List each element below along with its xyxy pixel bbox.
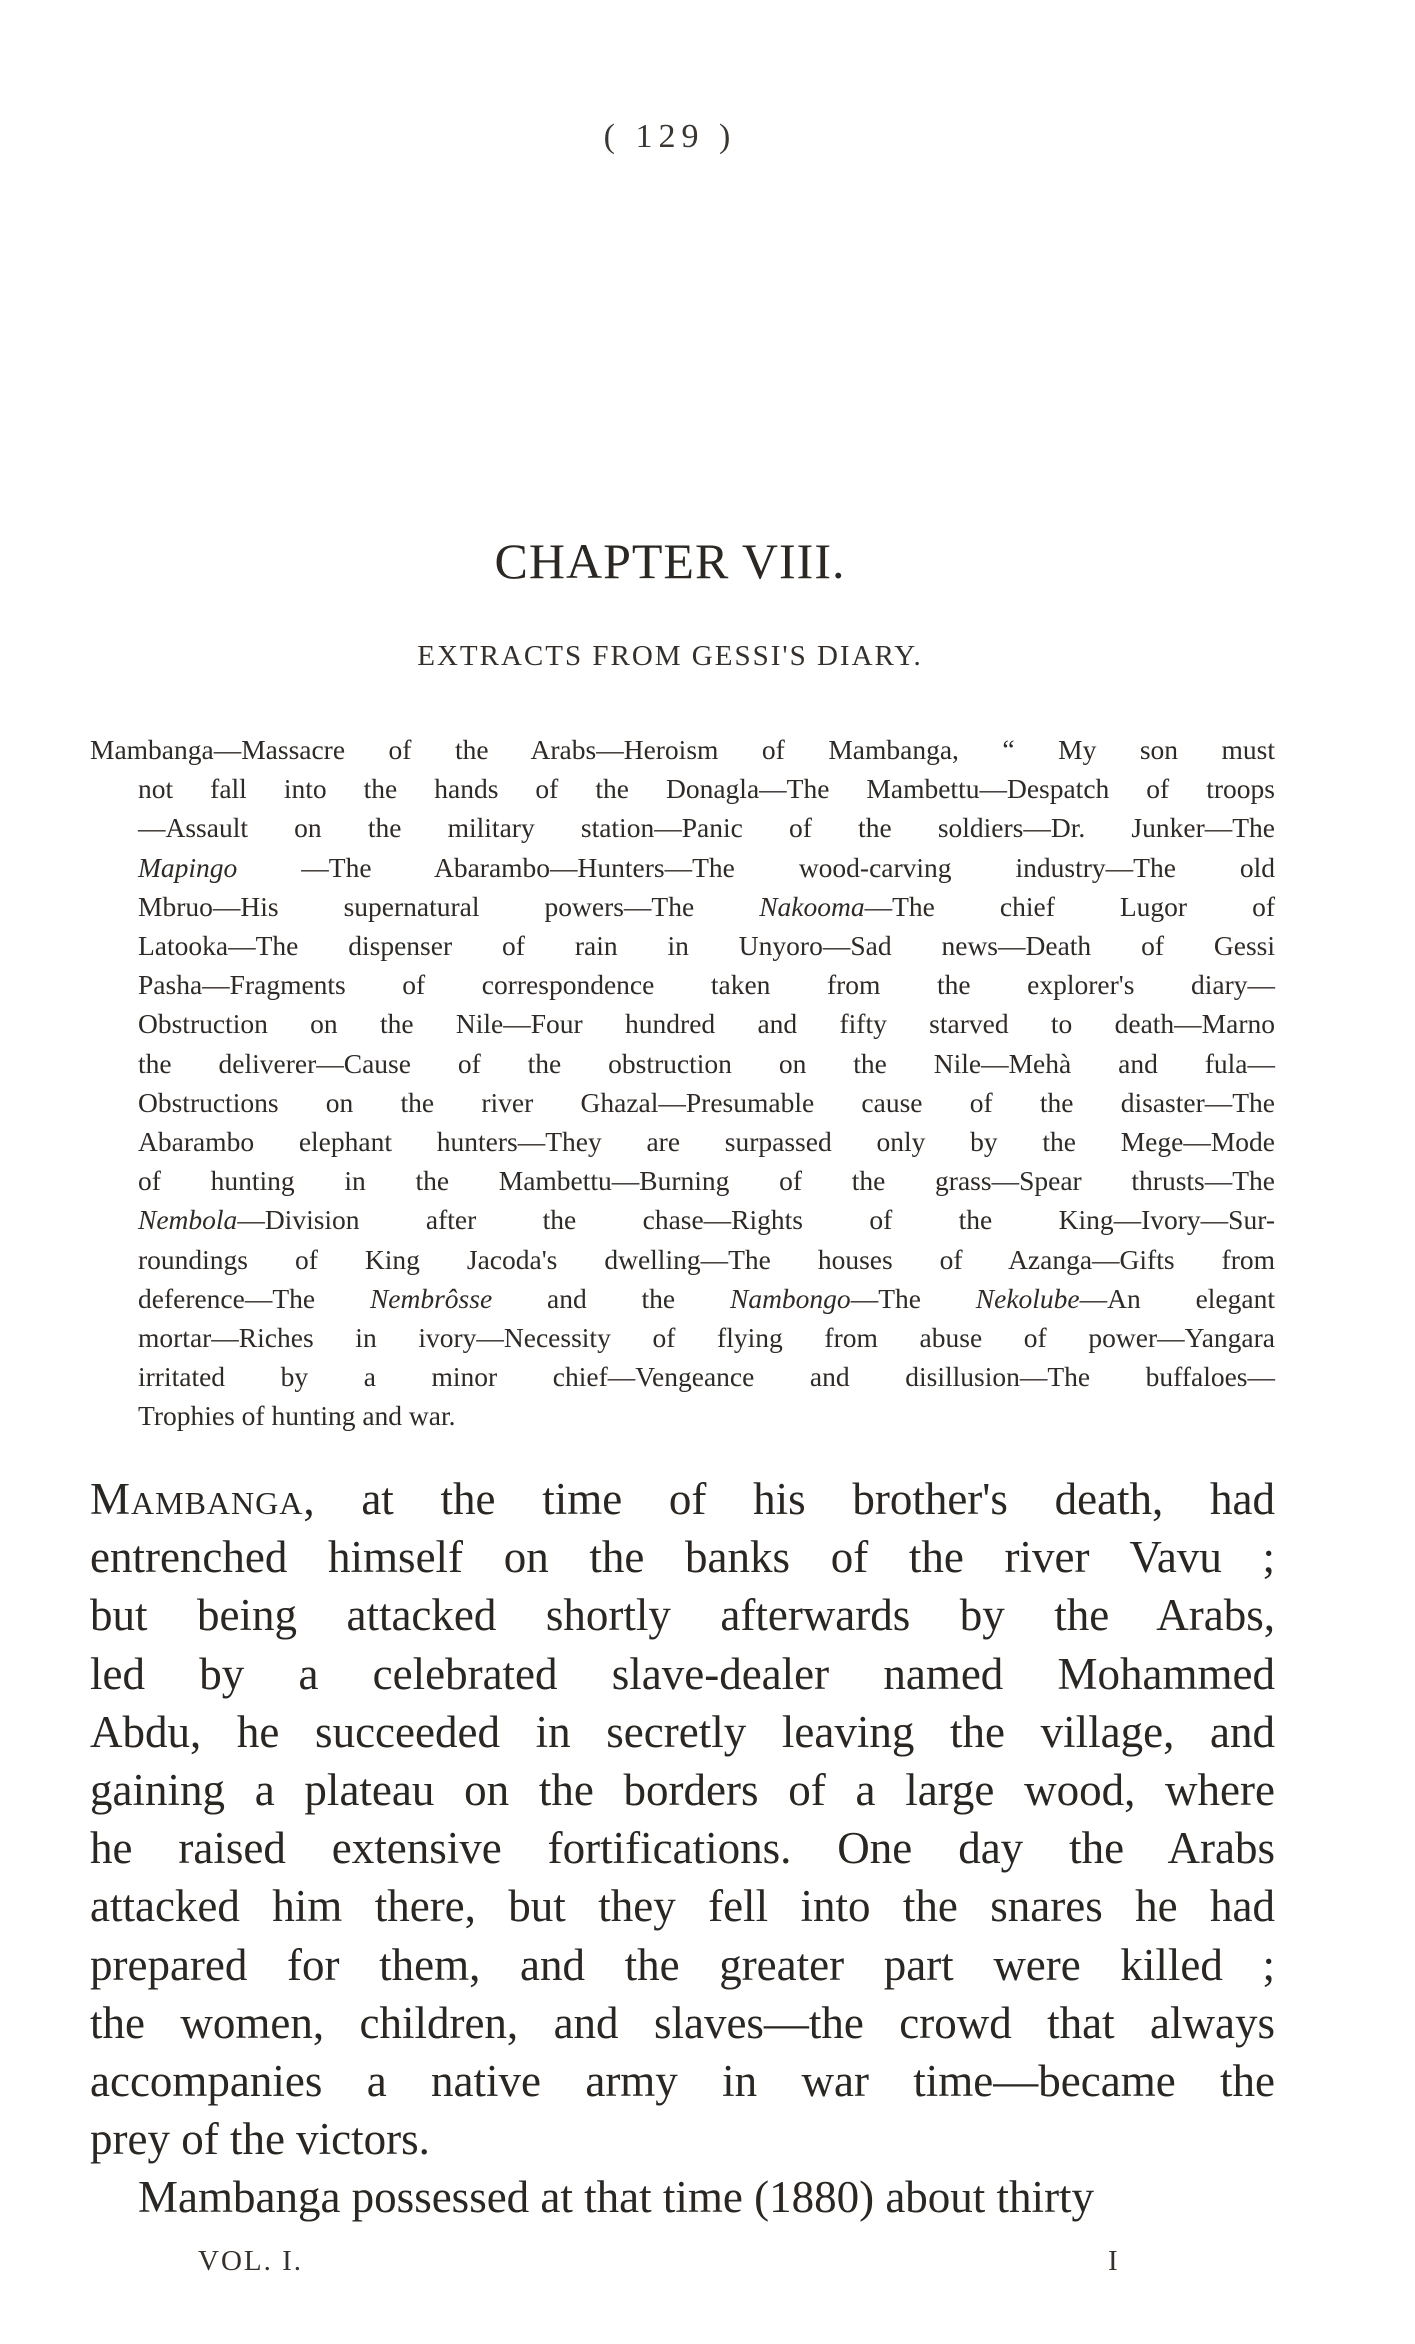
synopsis-line: Trophies of hunting and war. [138,1400,456,1432]
body-line: gaining a plateau on the borders of a large wood, where [90,1765,1275,1816]
synopsis-line: roundings of King Jacoda's dwelling—The houses of Azanga—Gifts from [138,1243,1275,1275]
synopsis-line: Latooka—The dispenser of rain in Unyoro—Sad news—Death of Gessi [138,930,1275,962]
synopsis-line: Obstruction on the Nile—Four hundred and fifty starved to death—Marno [138,1008,1275,1040]
page-number: ( 129 ) [603,118,737,155]
synopsis-line: Mbruo—His supernatural powers—The Nakooma—The chief Lugor of [138,890,1275,922]
footer-volume: VOL. I. [198,2245,304,2277]
synopsis-line: Mambanga—Massacre of the Arabs—Heroism of Mambanga, “ My son must [90,734,1275,765]
synopsis-line: Mapingo —The Abarambo—Hunters—The wood-carving industry—The old [138,851,1275,883]
body-line: prepared for them, and the greater part were killed ; [90,1939,1275,1990]
body-line: attacked him there, but they fell into the snares he had [90,1881,1275,1932]
chapter-title: CHAPTER VIII. [494,533,846,589]
body-line: Mambanga possessed at that time (1880) about thirty [138,2172,1095,2223]
synopsis-line: mortar—Riches in ivory—Necessity of flying from abuse of power—Yangara [138,1322,1275,1354]
body-line: entrenched himself on the banks of the river Vavu ; [90,1532,1275,1583]
synopsis-line: Pasha—Fragments of correspondence taken from the explorer's diary— [138,969,1275,1001]
chapter-subtitle: EXTRACTS FROM GESSI'S DIARY. [417,640,923,672]
synopsis-line: deference—The Nembrôsse and the Nambongo—The Nekolube—An elegant [138,1282,1275,1314]
chapter-synopsis [90,730,1275,1436]
synopsis-line: the deliverer—Cause of the obstruction on the Nile—Mehà and fula— [138,1047,1275,1079]
footer-signature-mark: I [1108,2245,1118,2277]
body-line: led by a celebrated slave-dealer named Mohammed [90,1648,1275,1699]
body-line: but being attacked shortly afterwards by the Arabs, [90,1590,1275,1641]
synopsis-line: not fall into the hands of the Donagla—The Mambettu—Despatch of troops [138,773,1275,805]
synopsis-line: Abarambo elephant hunters—They are surpassed only by the Mege—Mode [138,1126,1275,1158]
body-line: he raised extensive fortifications. One day the Arabs [90,1823,1275,1874]
body-line: the women, children, and slaves—the crowd that always [90,1997,1275,2048]
synopsis-line: Nembola—Division after the chase—Rights of the King—Ivory—Sur- [138,1204,1275,1236]
body-line: Abdu, he succeeded in secretly leaving the village, and [90,1706,1275,1757]
body-line: accompanies a native army in war time—became the [90,2056,1275,2107]
body-line: Mambanga, at the time of his brother's death, had [90,1474,1275,1524]
body-line: prey of the victors. [90,2114,430,2165]
dropcap-word: Mambanga [90,1474,304,1524]
synopsis-line: of hunting in the Mambettu—Burning of the grass—Spear thrusts—The [138,1165,1275,1197]
synopsis-line: Obstructions on the river Ghazal—Presumable cause of the disaster—The [138,1086,1275,1118]
body-text [90,1470,1275,2227]
synopsis-line: irritated by a minor chief—Vengeance and disillusion—The buffaloes— [138,1361,1275,1393]
synopsis-line: —Assault on the military station—Panic of the soldiers—Dr. Junker—The [138,812,1275,844]
